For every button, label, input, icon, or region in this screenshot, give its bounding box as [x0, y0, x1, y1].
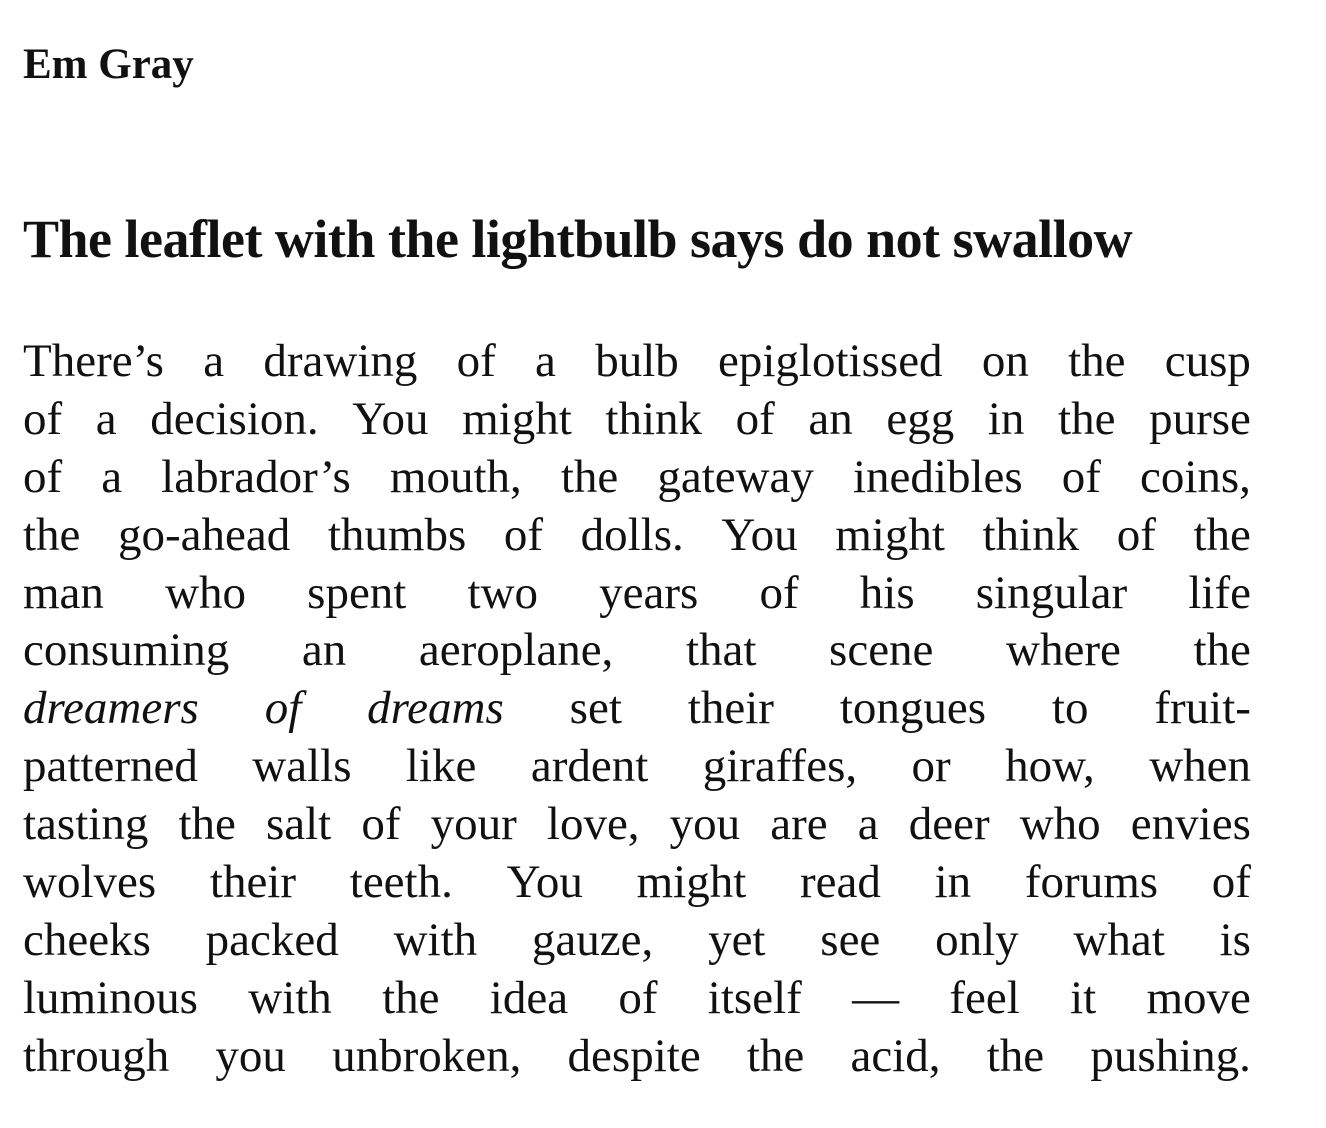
- poem-line: [23, 680, 1251, 738]
- poem-word: teeth.: [349, 856, 453, 909]
- poem-word: his: [859, 566, 915, 619]
- poem-word: patterned: [23, 740, 198, 793]
- poem-word: of: [503, 508, 544, 561]
- poem-word: that: [685, 624, 757, 677]
- poem-word: of: [735, 392, 775, 445]
- poem-word: coins,: [1139, 450, 1251, 503]
- poem-word: singular: [975, 566, 1128, 619]
- poem-word: aeroplane,: [418, 624, 614, 677]
- poem-word: in: [934, 856, 972, 909]
- poem-word: pushing.: [1090, 1029, 1251, 1082]
- poem-word: the: [746, 1029, 805, 1082]
- poem-word: gateway: [657, 450, 814, 503]
- poem-line: [23, 1028, 1251, 1086]
- poem-word: dreamers: [23, 682, 199, 735]
- poem-word: There’s: [23, 335, 164, 387]
- poem-line: [23, 565, 1251, 623]
- poem-word: read: [800, 856, 881, 909]
- poem-word: only: [935, 913, 1019, 966]
- poem-body: [23, 333, 1251, 1086]
- poem-word: of: [23, 450, 63, 503]
- poem-word: scene: [829, 624, 934, 677]
- poem-word: walls: [252, 740, 352, 793]
- poem-word: think: [605, 392, 703, 445]
- poem-word: your: [430, 798, 517, 851]
- poem-word: life: [1188, 566, 1251, 619]
- poem-word: —: [852, 971, 900, 1024]
- poem-word: packed: [205, 913, 339, 966]
- poem-word: gauze,: [531, 913, 654, 966]
- poem-word: like: [405, 740, 477, 793]
- poem-word: of: [618, 971, 658, 1024]
- poem-word: cheeks: [23, 913, 151, 966]
- poem-word: yet: [708, 913, 766, 966]
- poem-word: man: [23, 566, 104, 619]
- poem-word: might: [462, 392, 572, 445]
- poem-word: You: [721, 508, 798, 561]
- poem-line: [23, 970, 1251, 1028]
- poem-word: their: [687, 682, 774, 735]
- poem-word: the: [986, 1029, 1045, 1082]
- poem-word: set: [569, 682, 622, 735]
- poem-word: idea: [489, 971, 569, 1024]
- poem-word: where: [1006, 624, 1121, 677]
- poem-word: despite: [567, 1029, 701, 1082]
- poem-word: are: [770, 798, 828, 851]
- poem-word: cusp: [1164, 335, 1251, 387]
- poem-word: the: [1058, 392, 1116, 445]
- poem-word: with: [393, 913, 478, 966]
- poem-line: [23, 854, 1251, 912]
- poem-line: [23, 796, 1251, 854]
- poem-word: a: [535, 335, 556, 387]
- poem-word: when: [1149, 740, 1251, 793]
- poem-word: egg: [886, 392, 955, 445]
- poem-word: tasting: [23, 798, 149, 851]
- poem-word: purse: [1149, 392, 1251, 445]
- poem-word: of: [1211, 856, 1251, 909]
- poem-word: of: [456, 335, 496, 387]
- poem-word: what: [1073, 913, 1165, 966]
- poem-word: of: [1116, 508, 1156, 561]
- poem-word: in: [987, 392, 1025, 445]
- poem-word: itself: [707, 971, 802, 1024]
- poem-word: acid,: [850, 1029, 941, 1082]
- poem-word: a: [95, 392, 117, 445]
- poem-word: might: [835, 508, 945, 561]
- poem-word: unbroken,: [332, 1029, 522, 1082]
- poem-word: the: [23, 508, 81, 561]
- poem-word: wolves: [23, 856, 157, 909]
- poem-word: of: [361, 798, 401, 851]
- poem-word: you: [215, 1029, 286, 1082]
- poem-word: inedibles: [852, 450, 1023, 503]
- poem-word: move: [1146, 971, 1251, 1024]
- poem-word: it: [1070, 971, 1097, 1024]
- poem-line: [23, 912, 1251, 970]
- poem-word: deer: [908, 798, 990, 851]
- poem-word: dolls.: [580, 508, 684, 561]
- poem-word: through: [23, 1029, 170, 1082]
- poem-word: consuming: [23, 624, 230, 677]
- poem-word: bulb: [595, 335, 679, 387]
- poem-word: of: [759, 566, 799, 619]
- poem-word: decision.: [150, 392, 319, 445]
- poem-word: ardent: [530, 740, 649, 793]
- poem-word: who: [165, 566, 247, 619]
- poem-word: You: [506, 856, 583, 909]
- poem-word: two: [467, 566, 539, 619]
- poem-line: [23, 333, 1251, 391]
- poem-line: [23, 391, 1251, 449]
- author-name: Em Gray: [23, 41, 194, 88]
- poem-word: envies: [1130, 798, 1251, 851]
- poem-word: with: [248, 971, 332, 1024]
- poem-line: [23, 507, 1251, 565]
- poem-title: The leaflet with the lightbulb says do not swallow: [23, 209, 1133, 269]
- poem-word: or: [911, 740, 951, 793]
- poem-word: labrador’s: [161, 450, 351, 503]
- poem-word: might: [636, 856, 747, 909]
- poem-word: of: [23, 392, 63, 445]
- poem-word: see: [820, 913, 881, 966]
- poem-word: salt: [265, 798, 332, 851]
- poem-word: dreams: [367, 682, 504, 735]
- poem-word: the: [178, 798, 236, 851]
- poem-word: their: [209, 856, 297, 909]
- poem-word: how,: [1005, 740, 1095, 793]
- poem-word: you: [669, 798, 741, 851]
- poem-word: go-ahead: [118, 508, 291, 561]
- poem-word: thumbs: [327, 508, 467, 561]
- poem-word: of: [1061, 450, 1101, 503]
- poem-word: forums: [1024, 856, 1159, 909]
- poem-word: a: [857, 798, 879, 851]
- poem-word: drawing: [263, 335, 418, 387]
- poem-line: [23, 622, 1251, 680]
- poem-word: the: [1068, 335, 1126, 387]
- poem-word: a: [203, 335, 225, 387]
- poem-word: mouth,: [389, 450, 522, 503]
- poem-word: the: [1193, 508, 1251, 561]
- poem-word: an: [808, 392, 853, 445]
- poem-word: luminous: [23, 971, 198, 1024]
- poem-word: to: [1051, 682, 1089, 735]
- poem-word: the: [560, 450, 619, 503]
- poem-word: the: [382, 971, 440, 1024]
- poem-word: think: [982, 508, 1080, 561]
- poem-word: of: [264, 682, 302, 735]
- poem-word: feel: [949, 971, 1020, 1024]
- poem-word: an: [301, 624, 347, 677]
- poem-line: [23, 449, 1251, 507]
- poem-word: on: [981, 335, 1029, 387]
- poem-word: spent: [307, 566, 407, 619]
- poem-word: the: [1193, 624, 1251, 677]
- poem-word: epiglotissed: [718, 335, 943, 387]
- poem-word: You: [352, 392, 429, 445]
- poem-word: love,: [546, 798, 640, 851]
- poem-word: is: [1219, 913, 1251, 966]
- poem-word: years: [599, 566, 699, 619]
- poem-word: a: [101, 450, 123, 503]
- poem-word: who: [1019, 798, 1101, 851]
- poem-line: [23, 738, 1251, 796]
- poem-word: fruit-: [1154, 682, 1251, 735]
- poem-word: tongues: [839, 682, 987, 735]
- poem-word: giraffes,: [702, 740, 858, 793]
